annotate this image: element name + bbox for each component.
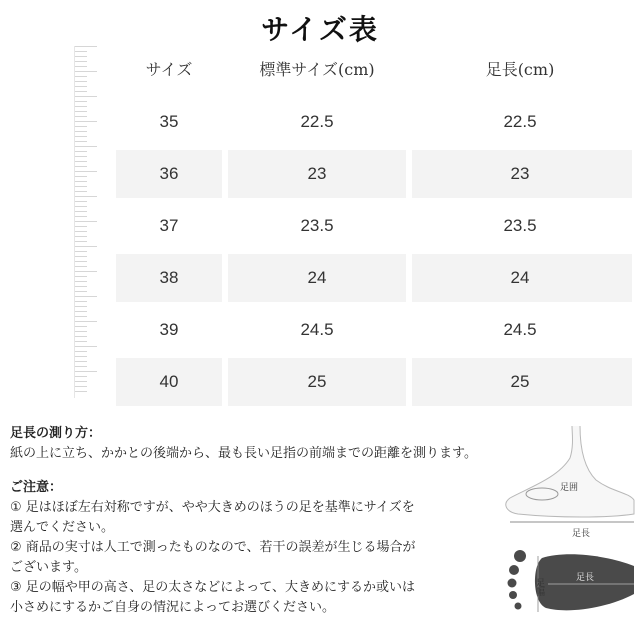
ruler-tick	[75, 126, 87, 127]
cell-standard-size: 22.5	[228, 98, 406, 146]
ruler-tick	[75, 151, 87, 152]
ruler-tick	[75, 111, 87, 112]
ruler-tick	[75, 101, 87, 102]
ruler-tick	[75, 81, 87, 82]
ruler-tick	[75, 311, 87, 312]
cell-size: 40	[159, 372, 179, 391]
ruler-tick	[75, 61, 87, 62]
note-line: 小さめにするかご自身の情況によってお選びください。	[10, 600, 336, 615]
cell-size: 39	[116, 306, 222, 354]
toe-icon	[509, 591, 517, 599]
ruler-tick	[75, 356, 87, 357]
cell-size: 38	[159, 268, 179, 287]
table-row	[116, 98, 632, 146]
cell-standard-size: 23.5	[228, 202, 406, 250]
table-row	[116, 254, 632, 302]
ruler-tick	[75, 251, 87, 252]
cell-foot-length: 25	[510, 372, 530, 391]
cell-size: 36	[159, 164, 179, 183]
size-table	[116, 46, 632, 410]
ruler-tick	[75, 386, 87, 387]
ruler-tick	[75, 76, 87, 77]
cell-size: 37	[116, 202, 222, 250]
cell-foot-length: 22.5	[412, 98, 628, 146]
ruler-tick	[75, 341, 87, 342]
measure-heading: 足長の測り方：	[10, 426, 102, 441]
cell-standard-size: 24.5	[228, 306, 406, 354]
ruler-tick	[75, 281, 87, 282]
girth-label: 足囲	[560, 483, 579, 493]
length-label-bottom: 足長	[576, 573, 595, 583]
ruler-tick	[75, 86, 87, 87]
note-line: ございます。	[10, 560, 87, 575]
ruler-tick	[75, 186, 87, 187]
ruler-tick	[75, 71, 97, 72]
ruler-tick	[75, 256, 87, 257]
ruler-tick	[75, 306, 87, 307]
header-standard-size: 標準サイズ(cm)	[228, 46, 406, 94]
cell-size: 35	[116, 98, 222, 146]
ruler-tick	[75, 376, 87, 377]
ruler-tick	[75, 326, 87, 327]
ruler-tick	[75, 276, 87, 277]
toe-icon	[514, 550, 526, 562]
ruler-tick	[75, 226, 87, 227]
ruler-tick	[75, 51, 87, 52]
ruler-tick	[75, 261, 87, 262]
ruler-tick	[75, 381, 87, 382]
table-row	[116, 358, 632, 406]
ruler-tick	[75, 366, 87, 367]
ruler-tick	[75, 161, 87, 162]
ruler-tick	[75, 166, 87, 167]
foot-measurement-diagram	[488, 418, 638, 638]
notes-heading: ご注意：	[10, 480, 63, 495]
ruler-tick	[75, 266, 87, 267]
ruler-tick	[75, 271, 97, 272]
measure-text: 紙の上に立ち、かかとの後端から、最も長い足指の前端までの距離を測ります。	[10, 446, 477, 461]
toe-icon	[508, 579, 517, 588]
ruler-tick	[75, 361, 87, 362]
cell-standard-size: 25	[307, 372, 327, 391]
ruler-tick	[75, 171, 97, 172]
ruler-tick	[75, 46, 97, 47]
ruler-tick	[75, 331, 87, 332]
cell-foot-length: 23	[510, 164, 530, 183]
ruler-tick	[75, 316, 87, 317]
table-row	[116, 306, 632, 354]
ruler-tick	[75, 291, 87, 292]
note-line: ③ 足の幅や甲の高さ、足の太さなどによって、大きめにするか或いは	[10, 580, 416, 595]
ruler-tick	[75, 246, 97, 247]
cell-foot-length: 24	[510, 268, 530, 287]
ruler-tick	[75, 56, 87, 57]
cell-foot-length: 24.5	[412, 306, 628, 354]
ruler-decoration	[74, 46, 105, 398]
ruler-tick	[75, 236, 87, 237]
cell-foot-length: 23.5	[412, 202, 628, 250]
note-line: 選んでください。	[10, 520, 115, 535]
ruler-tick	[75, 131, 87, 132]
ruler-tick	[75, 391, 87, 392]
table-row	[116, 202, 632, 250]
ruler-tick	[75, 96, 97, 97]
ruler-tick	[75, 286, 87, 287]
cell-standard-size: 23	[307, 164, 327, 183]
ruler-tick	[75, 216, 87, 217]
ruler-tick	[75, 191, 87, 192]
note-line: ① 足はほぼ左右対称ですが、やや大きめのほうの足を基準にサイズを	[10, 500, 415, 515]
header-size: サイズ	[116, 46, 222, 94]
ruler-tick	[75, 136, 87, 137]
ruler-tick	[75, 211, 87, 212]
note-line: ② 商品の実寸は人工で測ったものなので、若干の誤差が生じる場合が	[10, 540, 416, 555]
ruler-tick	[75, 176, 87, 177]
ruler-tick	[75, 346, 97, 347]
ruler-tick	[75, 241, 87, 242]
ruler-tick	[75, 301, 87, 302]
ruler-tick	[75, 206, 87, 207]
cell-standard-size: 24	[307, 268, 327, 287]
ruler-tick	[75, 351, 87, 352]
ruler-tick	[75, 336, 87, 337]
ruler-tick	[75, 371, 97, 372]
toe-icon	[509, 565, 519, 575]
ruler-tick	[75, 201, 87, 202]
ruler-tick	[75, 141, 87, 142]
instructions-block	[10, 424, 480, 618]
ruler-tick	[75, 221, 97, 222]
ruler-tick	[75, 156, 87, 157]
table-header-row	[116, 46, 632, 94]
ruler-tick	[75, 106, 87, 107]
ruler-tick	[75, 196, 97, 197]
table-row	[116, 150, 632, 198]
header-foot-length: 足長(cm)	[412, 46, 628, 94]
ruler-tick	[75, 231, 87, 232]
ruler-tick	[75, 121, 97, 122]
toe-icon	[515, 603, 522, 610]
width-label: 足幅	[534, 578, 544, 596]
page-title: サイズ表	[261, 13, 379, 46]
ruler-tick	[75, 66, 87, 67]
ruler-tick	[75, 146, 97, 147]
ruler-tick	[75, 91, 87, 92]
foot-illustration	[488, 418, 638, 638]
ruler-tick	[75, 116, 87, 117]
ruler-tick	[75, 321, 97, 322]
length-label-side: 足長	[572, 529, 591, 539]
ruler-tick	[75, 296, 97, 297]
ruler-tick	[75, 181, 87, 182]
foot-side-icon	[506, 426, 634, 517]
